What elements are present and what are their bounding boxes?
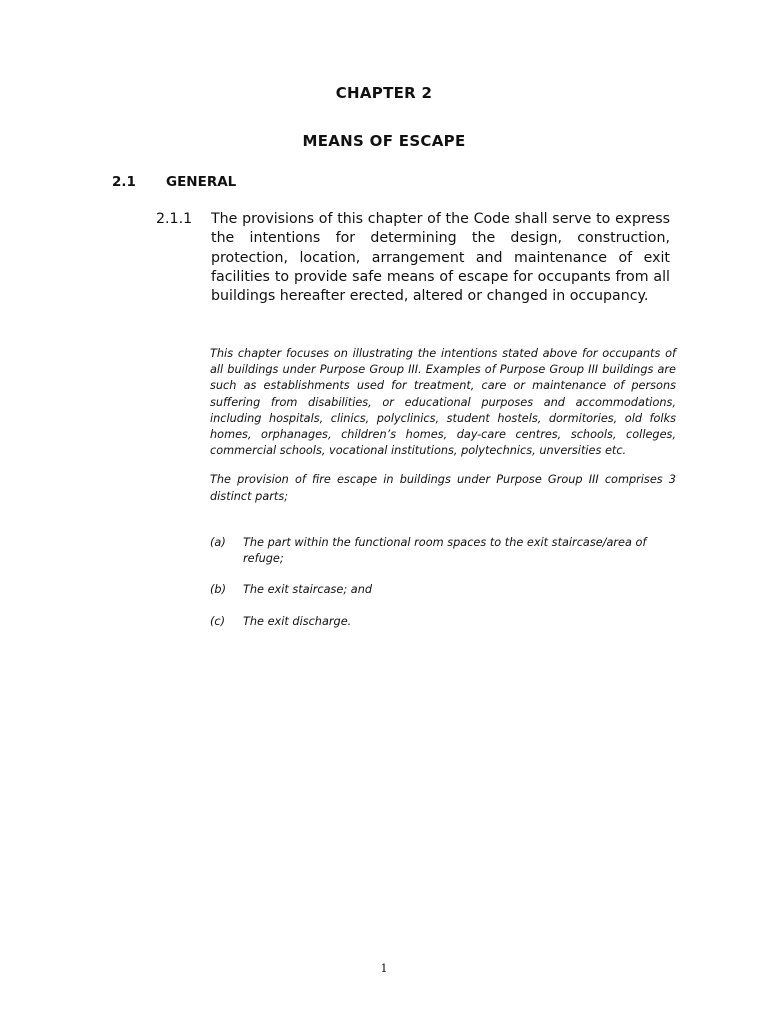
list-item [210,582,676,598]
list-text: The exit discharge. [243,615,352,628]
chapter-number: CHAPTER 2 [335,84,433,102]
note-paragraph-1: This chapter focuses on illustrating the intentions stated above for occupants of all buildings under Purpose Group III. Examples of Purpose Group III buildings are such as establishments used for treatment, care or maintenance of persons suffering from disabilities, or educational purposes and accommodations, including hospitals, clinics, polyclinics, student hostels, dormitories, old folks homes, orphanages, children’s homes, day-care centres, schools, colleges, commercial schools, vocational institutions, polytechnics, unversities etc. [210,347,676,458]
clause-text: The provisions of this chapter of the Code shall serve to express the intentions for determining the design, construction, protection, location, arrangement and maintenance of exit facilities to provide safe means of escape for occupants from all buildings hereafter erected, altered or changed in occupancy. [211,211,670,305]
section-heading [112,174,236,190]
section-title: GENERAL [166,174,237,190]
list-text: The part within the functional room spaces to the exit staircase/area of refuge; [243,536,647,566]
chapter-title: MEANS OF ESCAPE [302,132,466,150]
page-number: 1 [380,962,388,975]
explanatory-note [210,346,676,505]
note-paragraph-2: The provision of fire escape in buildings under Purpose Group III comprises 3 distinct parts; [210,473,676,503]
clause-number: 2.1.1 [156,211,193,227]
list-marker: (a) [210,536,226,549]
list-marker: (b) [210,583,226,596]
list-item [210,614,676,630]
list-marker: (c) [210,615,226,628]
clause [156,210,670,306]
list-text: The exit staircase; and [243,583,373,596]
section-number: 2.1 [112,174,136,190]
list-item [210,535,676,567]
